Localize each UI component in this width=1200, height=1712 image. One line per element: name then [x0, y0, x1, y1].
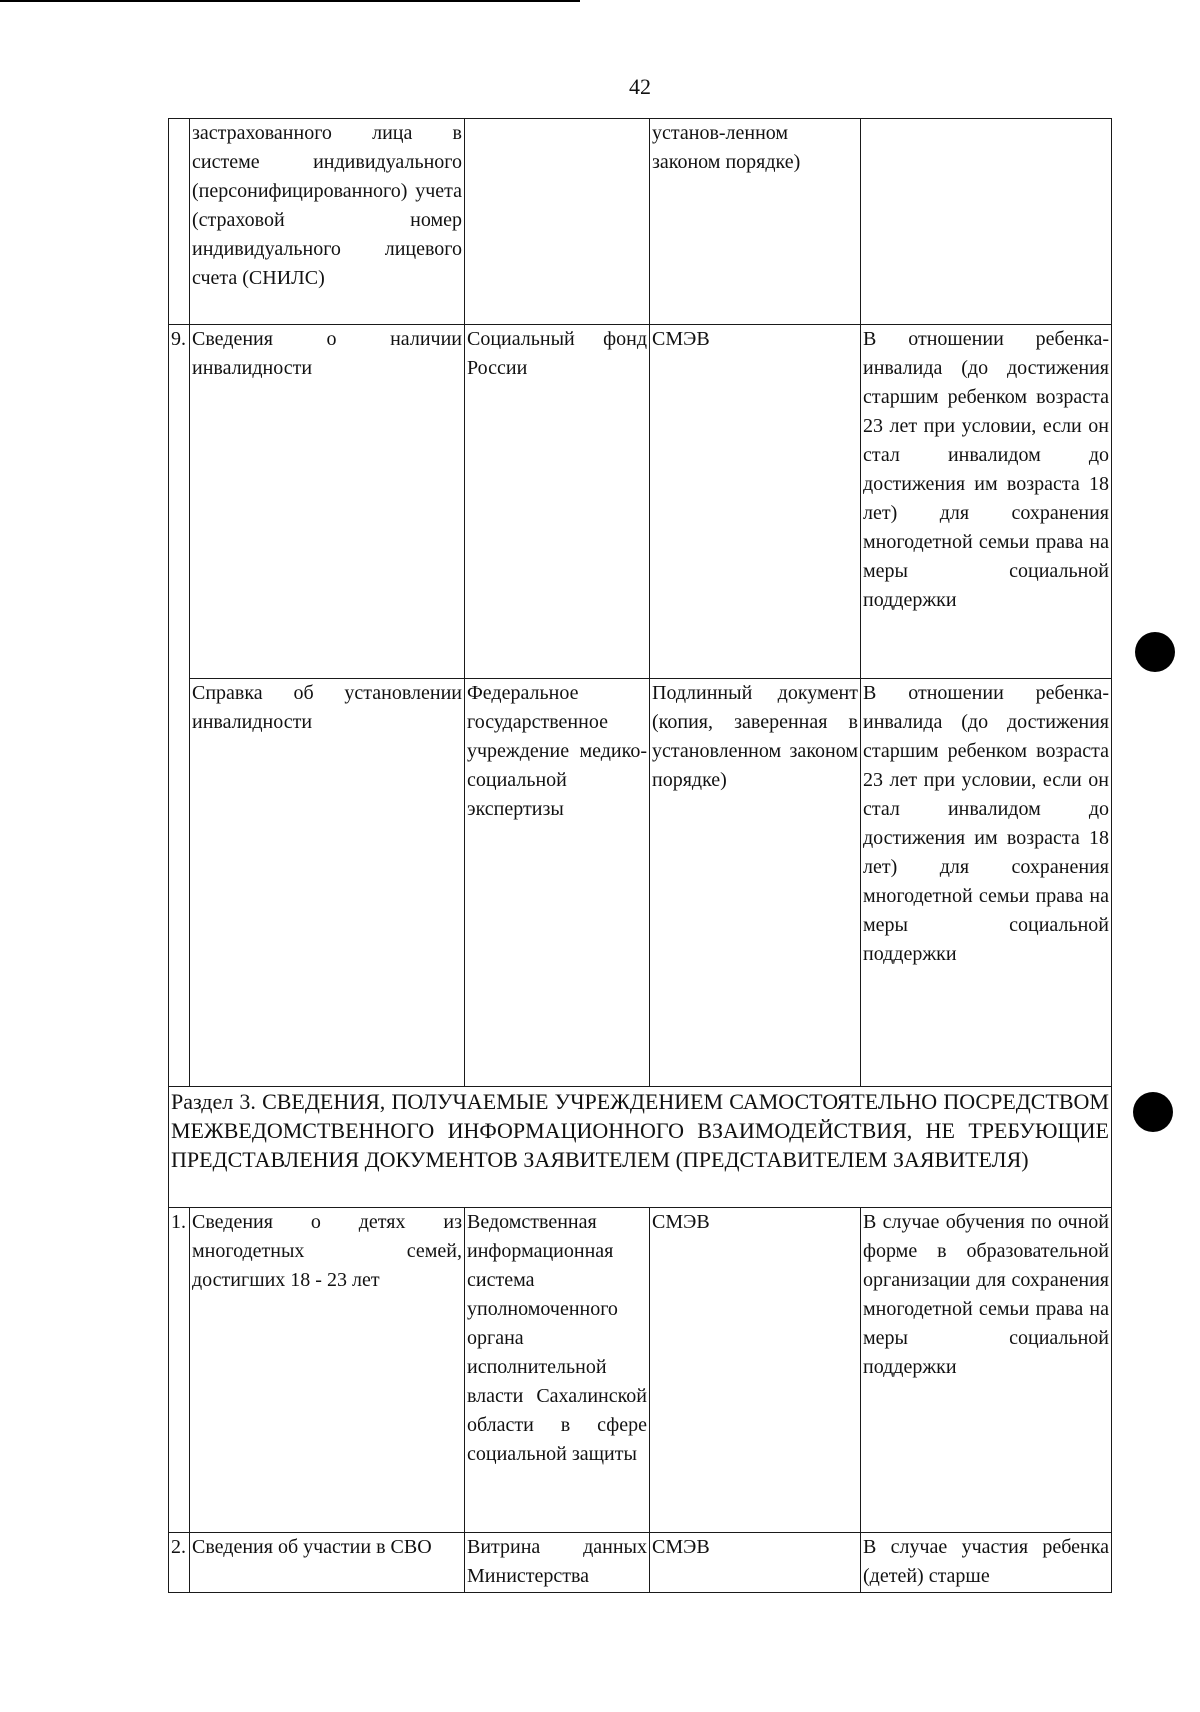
document-source: Ведомственная информационная система уполномоченного органа исполнительной власти Сахалинской области в сфере социальной защиты: [465, 1208, 650, 1533]
table-row: [169, 119, 1112, 325]
document-source: Федеральное государственное учреждение медико-социальной экспертизы: [465, 679, 650, 1087]
top-rule: [0, 0, 580, 2]
table-row: [169, 1533, 1112, 1593]
note: В отношении ребенка-инвалида (до достижения старшим ребенком возраста 23 лет при условии, если он стал инвалидом до достижения им возраста 18 лет) для сохранения многодетной семьи права на меры социальной поддержки: [861, 679, 1112, 1087]
document-name: Справка об установлении инвалидности: [190, 679, 465, 1087]
document-name: Сведения о наличии инвалидности: [190, 325, 465, 679]
page-number: 42: [629, 74, 651, 99]
row-number: [169, 119, 190, 325]
note: В случае обучения по очной форме в образовательной организации для сохранения многодетной семьи права на меры социальной поддержки: [861, 1208, 1112, 1533]
row-number: 1.: [169, 1208, 190, 1533]
submission-form: СМЭВ: [650, 1533, 861, 1593]
submission-form: СМЭВ: [650, 325, 861, 679]
documents-table: [168, 118, 1112, 1593]
table-row: [169, 679, 1112, 1087]
document-source: [465, 119, 650, 325]
row-number: 2.: [169, 1533, 190, 1593]
document-name: Сведения о детях из многодетных семей, достигших 18 - 23 лет: [190, 1208, 465, 1533]
submission-form: Подлинный документ (копия, заверенная в установленном законом порядке): [650, 679, 861, 1087]
note: В отношении ребенка-инвалида (до достижения старшим ребенком возраста 23 лет при условии, если он стал инвалидом до достижения им возраста 18 лет) для сохранения многодетной семьи права на меры социальной поддержки: [861, 325, 1112, 679]
document-name: Сведения об участии в СВО: [190, 1533, 465, 1593]
note: В случае участия ребенка (детей) старше: [861, 1533, 1112, 1593]
table-row: [169, 325, 1112, 679]
binder-hole-mark: [1135, 632, 1175, 672]
table-row: [169, 1208, 1112, 1533]
section-header-row: [169, 1087, 1112, 1208]
section-3-title: Раздел 3. СВЕДЕНИЯ, ПОЛУЧАЕМЫЕ УЧРЕЖДЕНИЕМ САМОСТОЯТЕЛЬНО ПОСРЕДСТВОМ МЕЖВЕДОМСТВЕННОГО ИНФОРМАЦИОННОГО ВЗАИМОДЕЙСТВИЯ, НЕ ТРЕБУЮЩИЕ ПРЕДСТАВЛЕНИЯ ДОКУМЕНТОВ ЗАЯВИТЕЛЕМ (ПРЕДСТАВИТЕЛЕМ ЗАЯВИТЕЛЯ): [169, 1087, 1112, 1208]
binder-hole-mark: [1133, 1092, 1173, 1132]
submission-form: установ-ленном законом порядке): [650, 119, 861, 325]
submission-form: СМЭВ: [650, 1208, 861, 1533]
document-source: Витрина данных Министерства: [465, 1533, 650, 1593]
document-name: застрахованного лица в системе индивидуального (персонифицированного) учета (страховой номер индивидуального лицевого счета (СНИЛС): [190, 119, 465, 325]
row-number: 9.: [169, 325, 190, 1087]
note: [861, 119, 1112, 325]
document-source: Социальный фонд России: [465, 325, 650, 679]
